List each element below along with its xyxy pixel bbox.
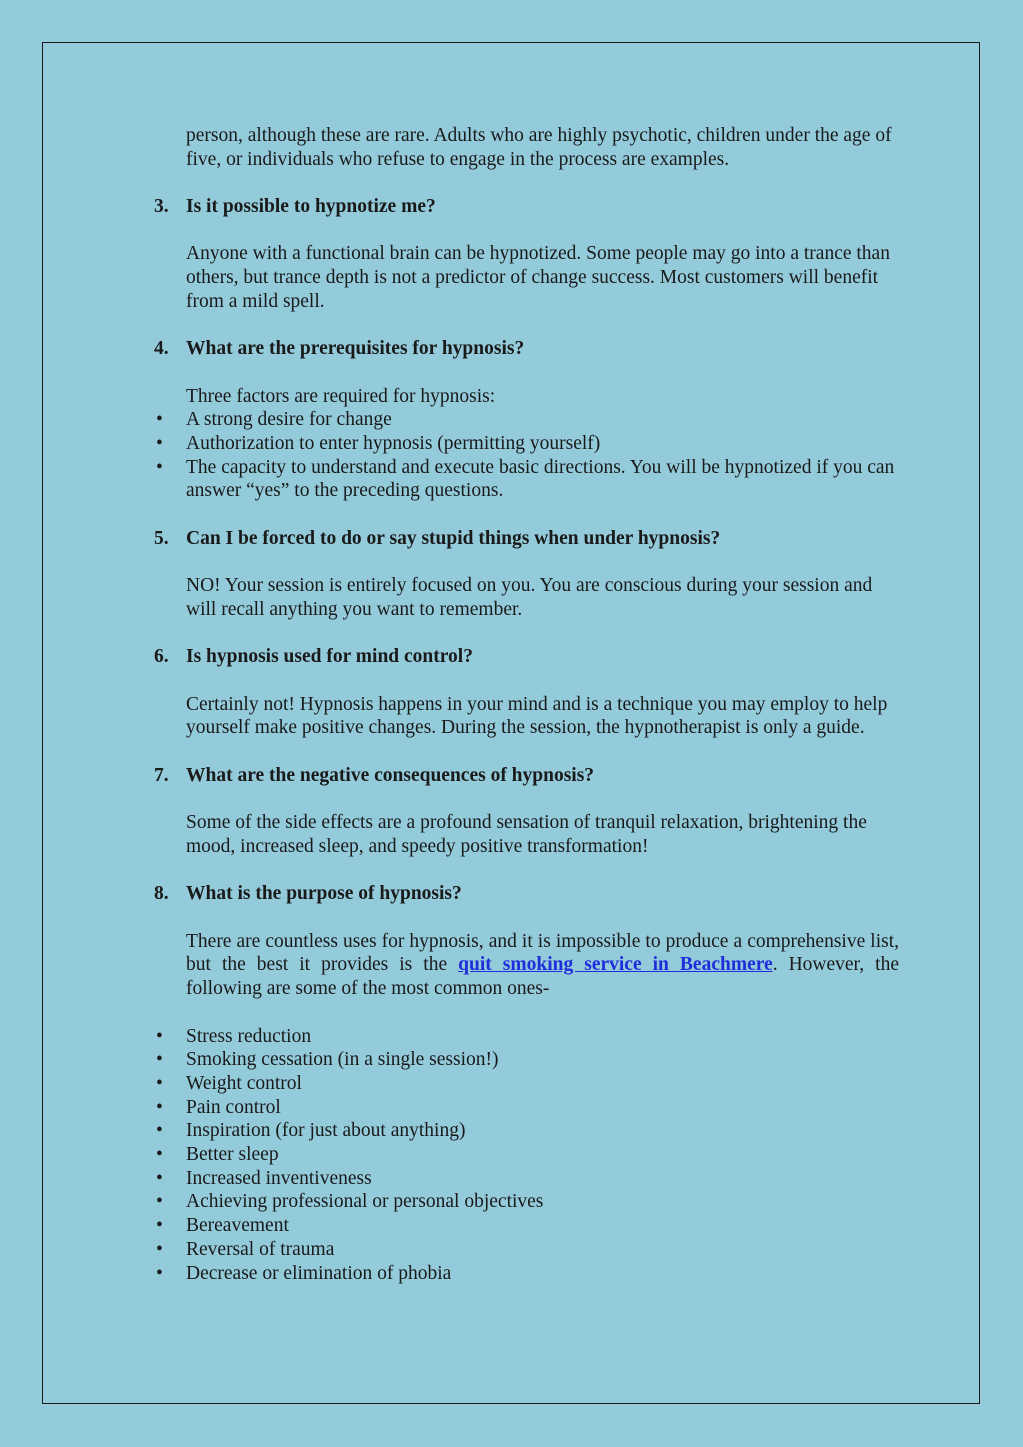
faq-question-8 xyxy=(154,882,899,906)
faq-number: 6. xyxy=(154,646,169,668)
bullet-icon xyxy=(154,1143,186,1167)
quit-smoking-service-link[interactable]: quit smoking service in Beachmere xyxy=(458,954,773,976)
document-body xyxy=(154,124,899,1285)
list-item: • Reversal of trauma xyxy=(154,1238,899,1262)
faq-question-5 xyxy=(154,527,899,551)
bullet-icon xyxy=(154,1096,186,1120)
list-item: • Achieving professional or personal objectives xyxy=(154,1190,899,1214)
bullet-icon xyxy=(154,1167,186,1191)
faq-question-text: What are the negative consequences of hypnosis? xyxy=(186,764,595,786)
list-item: • Decrease or elimination of phobia xyxy=(154,1262,899,1286)
bullet-icon xyxy=(154,1072,186,1096)
faq-number: 7. xyxy=(154,764,169,786)
intro-paragraph: person, although these are rare. Adults who are highly psychotic, children under the age of five, or individuals who refuse to engage in the process are examples. xyxy=(186,125,892,170)
bullet-icon xyxy=(154,1238,186,1262)
list-item: • Inspiration (for just about anything) xyxy=(154,1119,899,1143)
list-item: • The capacity to understand and execute basic directions. You will be hypnotized if you can answer “yes” to the preceding questions. xyxy=(154,456,899,503)
prerequisites-list xyxy=(154,408,899,503)
list-item: • Authorization to enter hypnosis (permitting yourself) xyxy=(154,432,899,456)
faq-number: 4. xyxy=(154,338,169,360)
bullet-icon xyxy=(154,1119,186,1143)
faq-question-3 xyxy=(154,195,899,219)
faq-question-text: What are the prerequisites for hypnosis? xyxy=(186,338,525,360)
list-item: • Smoking cessation (in a single session!) xyxy=(154,1048,899,1072)
faq-answer-6: Certainly not! Hypnosis happens in your mind and is a technique you may employ to help yourself make positive changes. During the session, the hypnotherapist is only a guide. xyxy=(186,693,888,739)
faq-answer-8: There are countless uses for hypnosis, and it is impossible to produce a comprehensive list, but the best it provides is the quit smoking service in Beachmere. However, the following are some of the most common ones- xyxy=(186,930,899,1000)
bullet-icon xyxy=(154,456,186,503)
faq-answer-4: Three factors are required for hypnosis: xyxy=(186,385,496,407)
bullet-icon xyxy=(154,1214,186,1238)
list-item: • Better sleep xyxy=(154,1143,899,1167)
bullet-icon xyxy=(154,1025,186,1049)
list-item: • Weight control xyxy=(154,1072,899,1096)
faq-question-text: Is it possible to hypnotize me? xyxy=(186,196,436,218)
faq-question-6 xyxy=(154,645,899,669)
uses-list xyxy=(154,1025,899,1286)
bullet-icon xyxy=(154,432,186,456)
bullet-icon xyxy=(154,408,186,432)
list-item: • Stress reduction xyxy=(154,1025,899,1049)
faq-question-4 xyxy=(154,337,899,361)
faq-number: 5. xyxy=(154,527,169,549)
list-item: • Bereavement xyxy=(154,1214,899,1238)
bullet-icon xyxy=(154,1262,186,1286)
bullet-icon xyxy=(154,1190,186,1214)
list-item: • Increased inventiveness xyxy=(154,1167,899,1191)
faq-number: 8. xyxy=(154,883,169,905)
spacer xyxy=(154,1001,899,1025)
list-item: • A strong desire for change xyxy=(154,408,899,432)
list-item: • Pain control xyxy=(154,1096,899,1120)
faq-answer-7: Some of the side effects are a profound sensation of tranquil relaxation, brightening the mood, increased sleep, and speedy positive transformation! xyxy=(186,812,867,857)
faq-question-text: What is the purpose of hypnosis? xyxy=(186,883,462,905)
faq-number: 3. xyxy=(154,196,169,218)
faq-answer-5: NO! Your session is entirely focused on you. You are conscious during your session and will recall anything you want to remember. xyxy=(186,575,873,620)
faq-question-text: Can I be forced to do or say stupid things when under hypnosis? xyxy=(186,527,721,549)
faq-answer-3: Anyone with a functional brain can be hypnotized. Some people may go into a trance than others, but trance depth is not a predictor of change success. Most customers will benefit from a mild spell. xyxy=(186,243,890,312)
faq-question-7 xyxy=(154,764,899,788)
bullet-icon xyxy=(154,1048,186,1072)
faq-question-text: Is hypnosis used for mind control? xyxy=(186,646,473,668)
